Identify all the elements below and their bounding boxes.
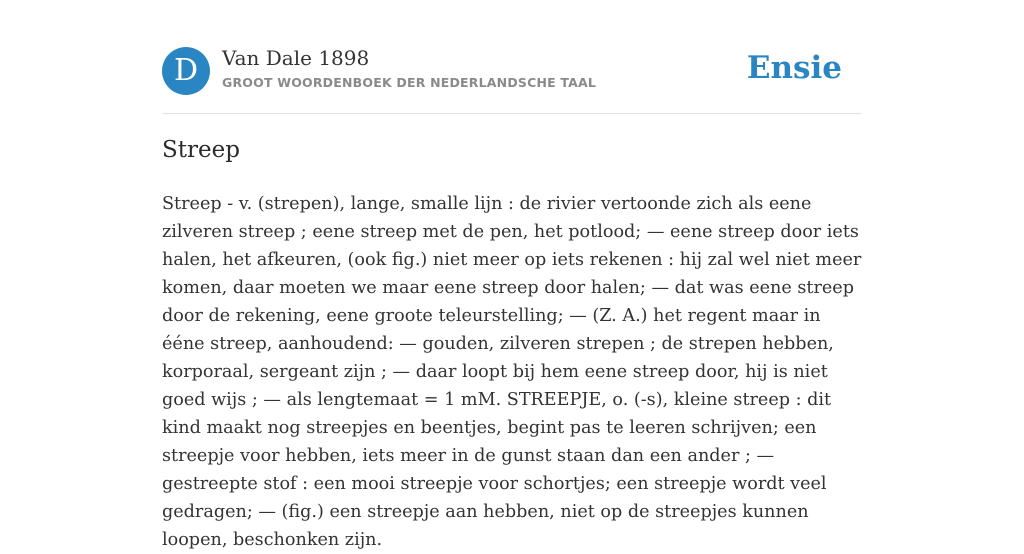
- dictionary-header: [162, 46, 862, 96]
- dictionary-subtitle: GROOT WOORDENBOEK DER NEDERLANDSCHE TAAL: [222, 75, 597, 90]
- dictionary-logo[interactable]: D: [162, 47, 210, 95]
- ensie-logo[interactable]: Ensie: [746, 50, 842, 86]
- entry-definition: Streep - v. (strepen), lange, smalle lijn : de rivier vertoonde zich als eene zilveren streep ; eene streep met de pen, het potlood; — eene streep door iets halen, het afkeuren, (ook fig.) niet meer op iets rekenen : hij zal wel niet meer komen, daar moeten we maar eene streep door halen; — dat was eene streep door de rekening, eene groote teleurstelling; — (Z. A.) het regent maar in ééne streep, aanhoudend: — gouden, zilveren strepen ; de strepen hebben, korporaal, sergeant zijn ; — daar loopt bij hem eene streep door, hij is niet goed wijs ; — als lengtemaat = 1 mM. STREEPJE, o. (-s), kleine streep : dit kind maakt nog streepjes en beentjes, begint pas te leeren schrijven; een streepje voor hebben, iets meer in de gunst staan dan een ander ; — gestreepte stof : een mooi streepje voor schortjes; een streepje wordt veel gedragen; — (fig.) een streepje aan hebben, niet op de streepjes kunnen loopen, beschonken zijn.: [162, 194, 862, 550]
- dictionary-title[interactable]: Van Dale 1898: [222, 46, 370, 70]
- entry-headword: Streep: [162, 137, 240, 163]
- header-divider: [162, 113, 862, 114]
